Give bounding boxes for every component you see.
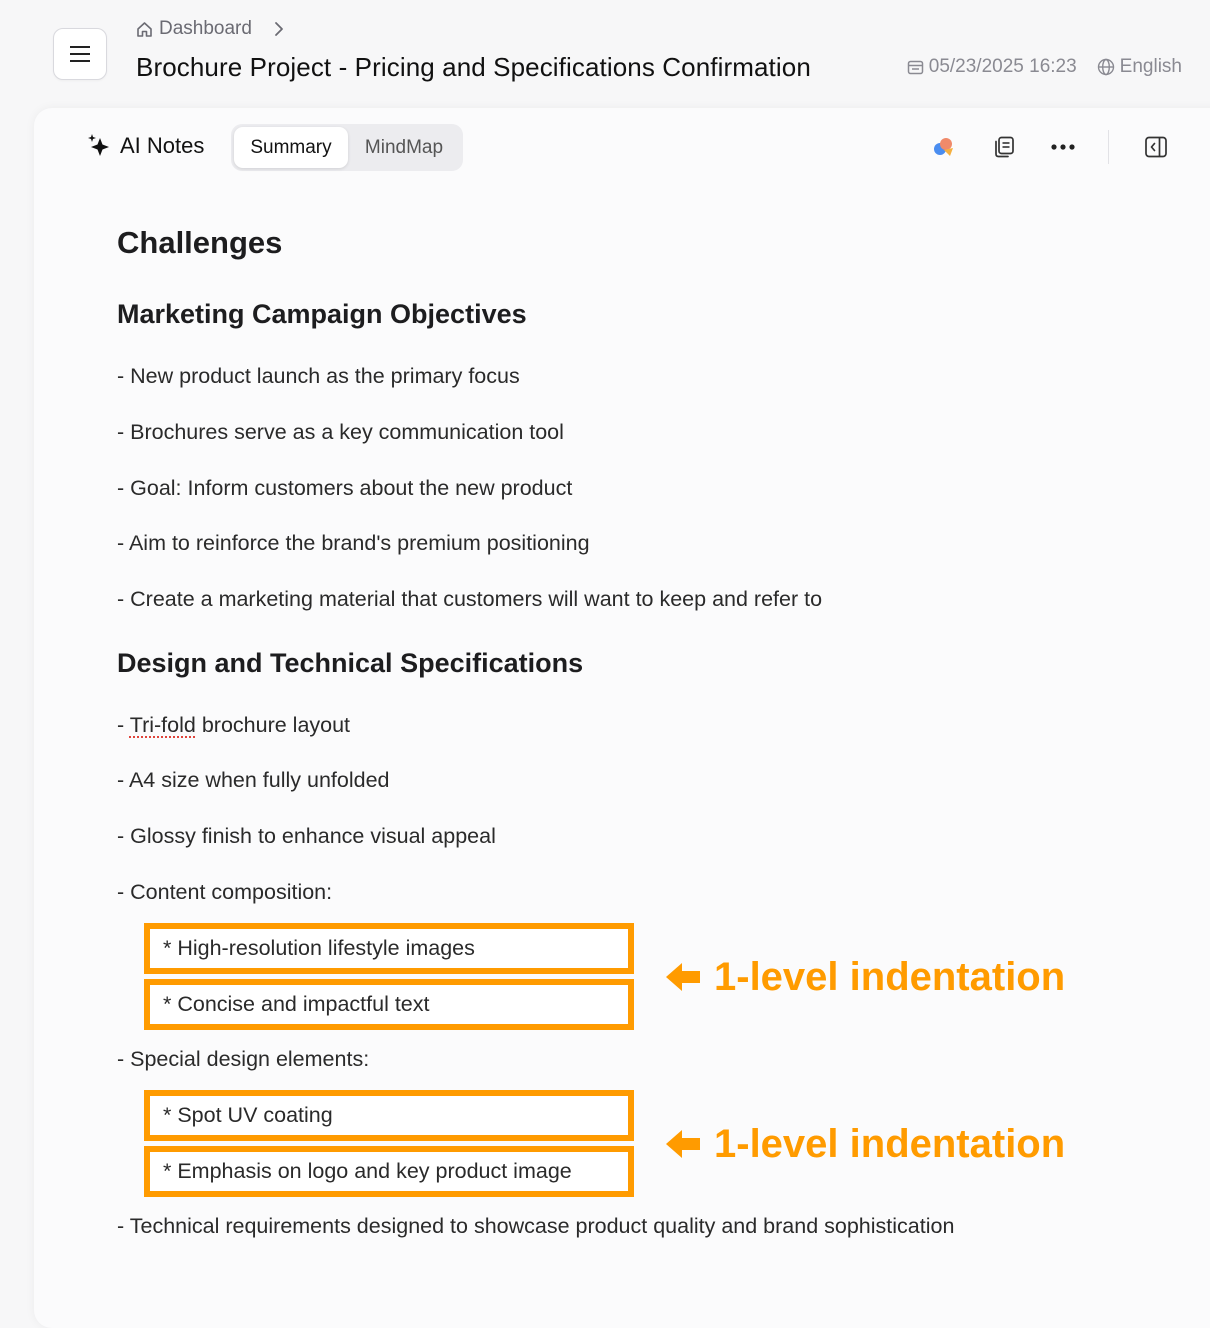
copy-button[interactable] bbox=[990, 133, 1018, 161]
section-heading-design: Design and Technical Specifications bbox=[117, 648, 584, 678]
ai-notes-label: AI Notes bbox=[120, 133, 205, 158]
toolbar-divider bbox=[1108, 130, 1109, 164]
ai-assistant-button[interactable] bbox=[930, 133, 958, 161]
calendar-icon bbox=[907, 59, 924, 76]
datetime-info bbox=[907, 56, 1077, 78]
list-item bbox=[117, 713, 350, 738]
highlighted-subitem: * High-resolution lifestyle images bbox=[144, 923, 634, 974]
list-item: - Content composition: bbox=[117, 880, 333, 904]
highlighted-subitem: * Spot UV coating bbox=[144, 1090, 634, 1141]
language-text: English bbox=[1119, 56, 1182, 77]
highlighted-subitem: * Concise and impactful text bbox=[144, 979, 634, 1030]
tab-summary[interactable]: Summary bbox=[234, 127, 348, 168]
challenges-heading: Challenges bbox=[117, 225, 283, 260]
list-item: - Goal: Inform customers about the new product bbox=[117, 476, 573, 500]
list-item: - Glossy finish to enhance visual appeal bbox=[117, 824, 496, 848]
list-item: - Aim to reinforce the brand's premium positioning bbox=[117, 531, 590, 555]
annotation-label: 1-level indentation bbox=[714, 1121, 1066, 1166]
view-tabs bbox=[231, 124, 463, 171]
list-item: - Special design elements: bbox=[117, 1047, 370, 1071]
list-item: - A4 size when fully unfolded bbox=[117, 768, 390, 792]
arrow-left-icon bbox=[664, 961, 702, 993]
breadcrumb bbox=[136, 16, 284, 42]
language-selector[interactable] bbox=[1097, 56, 1182, 78]
section-heading-marketing: Marketing Campaign Objectives bbox=[117, 299, 527, 329]
indentation-annotation bbox=[664, 1119, 1065, 1169]
page-title: Brochure Project - Pricing and Specifications Confirmation bbox=[136, 52, 811, 82]
spellcheck-flagged-word[interactable]: Tri-fold bbox=[129, 713, 196, 737]
menu-button[interactable] bbox=[53, 28, 107, 80]
tab-mindmap[interactable]: MindMap bbox=[364, 136, 444, 158]
meta-info bbox=[907, 56, 1182, 78]
ai-assistant-icon bbox=[931, 134, 957, 160]
list-item: - Create a marketing material that customers will want to keep and refer to bbox=[117, 587, 823, 611]
datetime-text: 05/23/2025 16:23 bbox=[928, 56, 1077, 77]
list-item-prefix: - bbox=[117, 713, 130, 737]
ai-notes-title bbox=[86, 132, 204, 160]
home-icon bbox=[136, 21, 153, 38]
more-horizontal-icon bbox=[1050, 143, 1076, 151]
globe-icon bbox=[1097, 58, 1115, 76]
arrow-left-icon bbox=[664, 1128, 702, 1160]
list-item: - Technical requirements designed to showcase product quality and brand sophistication bbox=[117, 1214, 955, 1238]
breadcrumb-dashboard-link[interactable]: Dashboard bbox=[159, 18, 252, 39]
indentation-annotation bbox=[664, 952, 1065, 1002]
more-options-button[interactable] bbox=[1049, 133, 1077, 161]
sidebar-collapse-icon bbox=[1144, 135, 1168, 159]
chevron-right-icon bbox=[274, 21, 284, 37]
sparkle-icon bbox=[86, 132, 114, 160]
list-item: - Brochures serve as a key communication tool bbox=[117, 420, 564, 444]
collapse-panel-button[interactable] bbox=[1142, 133, 1170, 161]
highlighted-subitem: * Emphasis on logo and key product image bbox=[144, 1146, 634, 1197]
annotation-label: 1-level indentation bbox=[714, 954, 1066, 999]
list-item-rest: brochure layout bbox=[195, 713, 351, 737]
copy-icon bbox=[992, 135, 1016, 159]
hamburger-icon bbox=[69, 45, 91, 63]
list-item: - New product launch as the primary focus bbox=[117, 364, 520, 388]
